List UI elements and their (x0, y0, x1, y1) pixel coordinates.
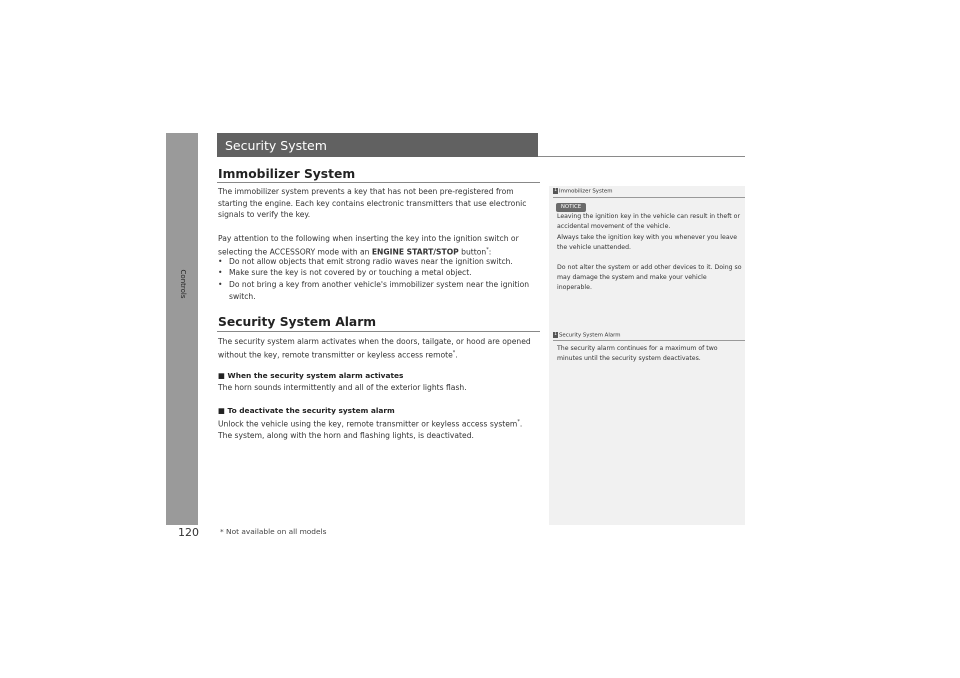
immobilizer-bullet: • Do not allow objects that emit strong radio waves near the ignition switch. (218, 257, 513, 266)
note-rule (553, 340, 745, 341)
note-immobilizer-text-3: Do not alter the system or add other devices to it. Doing so may damage the system and make your vehicle inoperable. (557, 264, 742, 292)
note-alarm-text: The security alarm continues for a maximum of two minutes until the security system deactivates. (557, 345, 718, 363)
footnote: * Not available on all models (220, 527, 327, 536)
note-immobilizer-text-1: Leaving the ignition key in the vehicle can result in theft or accidental movement of the vehicle. (557, 213, 740, 231)
note-reference-icon: 1 (554, 332, 557, 337)
header-rule (538, 156, 745, 157)
alarm-heading-rule (217, 331, 540, 332)
immobilizer-paragraph-2: Pay attention to the following when inserting the key into the ignition switch or selecting the ACCESSORY mode with an ENGINE START/STOP button*: (218, 234, 519, 257)
note-rule (553, 197, 745, 198)
section-title: Security System (225, 138, 327, 153)
notice-badge: NOTICE (556, 203, 586, 212)
alarm-paragraph-1: The security system alarm activates when the doors, tailgate, or hood are opened without the key, remote transmitter or keyless access remote*. (218, 337, 531, 360)
immobilizer-heading: Immobilizer System (218, 167, 356, 181)
note-immobilizer-title: 1 Immobilizer System (554, 188, 613, 195)
alarm-activates-heading: ■ When the security system alarm activates (218, 371, 404, 380)
section-title-bar (217, 133, 538, 157)
alarm-heading: Security System Alarm (218, 315, 377, 329)
alarm-deactivate-heading: ■ To deactivate the security system alarm (218, 406, 395, 415)
alarm-deactivate-text: Unlock the vehicle using the key, remote transmitter or keyless access system*. The system, along with the horn and flashing lights, is deactivated. (218, 419, 523, 441)
engine-start-stop-label: ENGINE START/STOP (371, 247, 459, 257)
chapter-tab-label: Controls (179, 269, 187, 299)
alarm-activates-text: The horn sounds intermittently and all of the exterior lights flash. (218, 383, 467, 392)
immobilizer-bullet: • Make sure the key is not covered by or touching a metal object. (218, 268, 472, 277)
chapter-side-tab (166, 133, 198, 525)
note-immobilizer-text-2: Always take the ignition key with you whenever you leave the vehicle unattended. (557, 234, 738, 252)
note-reference-icon: 1 (554, 188, 557, 193)
note-alarm-title: 1 Security System Alarm (554, 332, 621, 339)
page-number: 120 (178, 526, 199, 539)
immobilizer-paragraph-1: The immobilizer system prevents a key that has not been pre-registered from starting the engine. Each key contains electronic transmitters that use electronic signals to verify the key. (218, 187, 527, 219)
immobilizer-heading-rule (217, 182, 540, 183)
immobilizer-bullet: • Do not bring a key from another vehicle's immobilizer system near the ignition switch. (218, 280, 530, 301)
